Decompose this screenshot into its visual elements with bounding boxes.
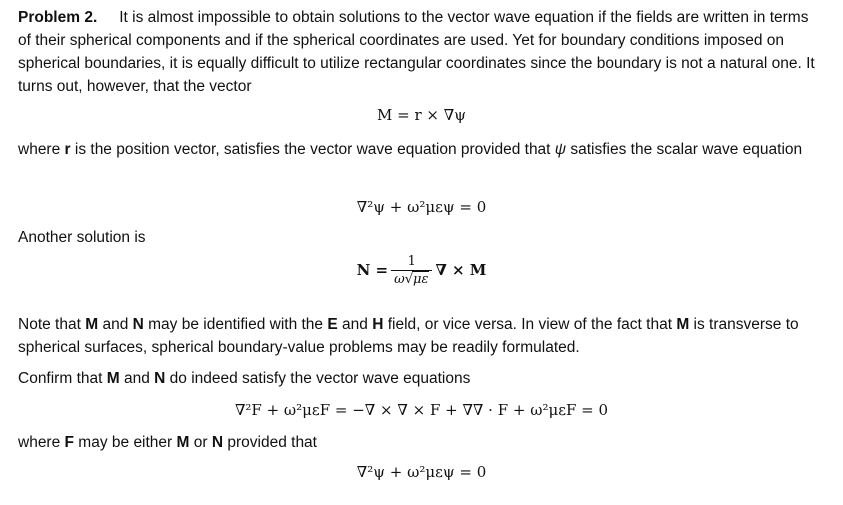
confirm-paragraph <box>18 367 823 390</box>
text-span: may be identified with the <box>143 316 328 333</box>
text-span: provided that <box>223 434 317 451</box>
text-span: where <box>18 141 65 158</box>
vector-wave-equation: ∇²F + ω²μεF = −∇ × ∇ × F + ∇∇ · F + ω²μεF = 0 <box>234 401 609 419</box>
text-span: where <box>18 434 65 451</box>
vector-m: M <box>85 316 99 333</box>
n-lhs: N = <box>356 261 389 279</box>
position-vector-paragraph <box>18 138 823 161</box>
equation-n-definition <box>0 254 843 288</box>
problem-intro-paragraph <box>18 6 823 98</box>
another-solution-text: Another solution is <box>18 229 146 246</box>
problem-intro-text: It is almost impossible to obtain solutions to the vector wave equation if the fields are written in terms of their spherical components and if the spherical coordinates are used. Yet for boundary conditions imposed on spherical boundaries, it is equally difficult to utilize rectangular coordinates since the boundary is not a natural one. It turns out, however, that the vector <box>18 9 815 95</box>
text-span: or <box>189 434 212 451</box>
vector-r: r <box>64 141 71 158</box>
text-span: and <box>98 316 133 333</box>
text-span: satisfies the scalar wave equation <box>566 141 803 158</box>
sqrt-radicand: με <box>413 272 429 287</box>
text-span: is transverse to spherical surfaces, spherical boundary-value problems may be readily formulated. <box>18 316 799 356</box>
text-span: may be either <box>74 434 177 451</box>
text-span: and <box>337 316 373 333</box>
fraction <box>391 254 432 288</box>
vector-m: M <box>106 370 120 387</box>
text-span: and <box>119 370 155 387</box>
vector-n: N <box>154 370 166 387</box>
omega-symbol: ω <box>394 272 405 287</box>
scalar-wave-equation-repeat: ∇²ψ + ω²μεψ = 0 <box>356 463 487 481</box>
vector-n: N <box>211 434 224 451</box>
note-paragraph <box>18 313 823 359</box>
text-span: Note that <box>18 316 86 333</box>
fraction-denominator <box>391 270 432 288</box>
symbol-psi: ψ <box>554 141 567 158</box>
vector-m: M <box>676 316 690 333</box>
scalar-wave-equation: ∇²ψ + ω²μεψ = 0 <box>356 198 487 216</box>
text-span: Confirm that <box>18 370 107 387</box>
vector-m: M <box>176 434 190 451</box>
problem-label: Problem 2. <box>18 9 98 26</box>
where-f-paragraph <box>18 431 823 454</box>
fraction-numerator: 1 <box>407 254 416 269</box>
vector-e: E <box>327 316 338 333</box>
equation-m-definition: M = r × ∇ψ <box>377 106 466 124</box>
text-span: do indeed satisfy the vector wave equations <box>165 370 471 387</box>
sqrt-symbol: √ <box>404 272 414 287</box>
text-span: is the position vector, satisfies the vector wave equation provided that <box>70 141 555 158</box>
curl-m: ∇ × M <box>435 261 487 279</box>
vector-f: F <box>64 434 74 451</box>
text-span: field, or vice versa. In view of the fact that <box>383 316 677 333</box>
vector-n: N <box>132 316 144 333</box>
vector-h: H <box>372 316 384 333</box>
